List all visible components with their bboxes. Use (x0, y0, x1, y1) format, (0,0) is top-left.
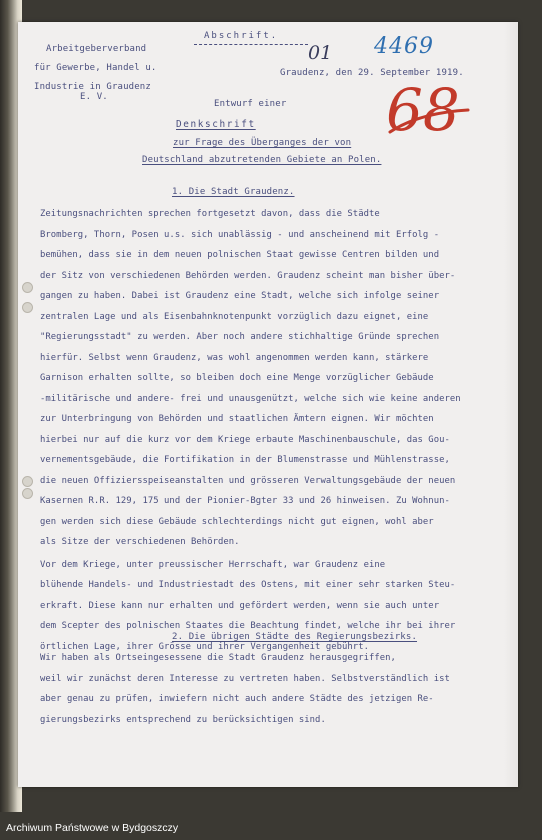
text-line: aber genau zu prüfen, inwiefern nicht auch andere Städte des jetzigen Re- (40, 694, 434, 704)
text-line: blühende Handels- und Industriestadt des Ostens, mit einer sehr starken Steu- (40, 580, 456, 590)
text-line: bemühen, dass sie in dem neuen polnischen Staat gewisse Centren bilden und (40, 250, 440, 260)
document-page (18, 22, 518, 787)
punch-hole (22, 488, 33, 499)
org-name-line: E. V. (80, 92, 108, 102)
org-name-line: für Gewerbe, Handel u. (34, 63, 157, 73)
org-name-line: Industrie in Graudenz (34, 82, 151, 92)
text-line: örtlichen Lage, ihrer Grösse und ihrer Vergangenheit gebührt. (40, 641, 369, 652)
org-name-line: Arbeitgeberverband (46, 44, 147, 54)
text-line: hierbei nur auf die kurz vor dem Kriege erbaute Maschinenbauschule, das Gou- (40, 434, 450, 445)
handwritten-folio-number: 01 (308, 42, 333, 64)
place-date: Graudenz, den 29. September 1919. (280, 68, 464, 78)
text-line: hierfür. Selbst wenn Graudenz, was wohl angenommen werden kann, stärkere (40, 352, 429, 363)
text-line: Zeitungsnachrichten sprechen fortgesetzt davon, dass die Städte (40, 209, 380, 219)
memorandum-title: Denkschrift (176, 119, 256, 130)
section-2-heading: 2. Die übrigen Städte des Regierungsbezirks. (172, 632, 418, 642)
text-line: gen werden sich diese Gebäude schlechterdings nicht gut eignen, wohl aber (40, 516, 434, 527)
copy-stamp-label: Abschrift. (204, 31, 279, 41)
text-line: zentralen Lage und als Eisenbahnknotenpunkt vorzüglich dazu eignet, eine (40, 311, 429, 322)
section-2-body (40, 648, 510, 730)
section-1-heading: 1. Die Stadt Graudenz. (172, 187, 295, 197)
section-1-body (40, 204, 510, 657)
punch-hole (22, 476, 33, 487)
red-pencil-stroke (388, 106, 472, 136)
text-line: der Sitz von verschiedenen Behörden werden. Graudenz scheint man bisher über- (40, 270, 456, 281)
text-line: die neuen Offiziersspeiseanstalten und grösseren Verwaltungsgebäude der neuen (40, 475, 456, 486)
title-draft-line: Entwurf einer (214, 99, 287, 109)
text-line: weil wir zunächst deren Interesse zu vertreten haben. Selbstverständlich ist (40, 673, 450, 684)
text-line: vernementsgebäude, die Fortifikation in der Blumenstrasse und Mühlenstrasse, (40, 455, 450, 465)
punch-hole (22, 302, 33, 313)
handwritten-blue-number: 4469 (374, 34, 434, 59)
handwritten-red-number: 68 (386, 76, 460, 144)
text-line: als Sitze der verschiedenen Behörden. (40, 537, 240, 547)
punch-hole (22, 282, 33, 293)
text-line: dem Scepter des polnischen Staates die Beachtung findet, welche ihr bei ihrer (40, 621, 456, 631)
archive-watermark-label: Archiwum Państwowe w Bydgoszczy (6, 822, 179, 834)
stamp-underline (194, 44, 308, 45)
text-line: -militärische und andere- frei und unausgenützt, welche sich wie keine anderen (40, 393, 461, 404)
text-line: gangen zu haben. Dabei ist Graudenz eine Stadt, welche sich infolge seiner (40, 291, 440, 301)
title-subject-line: Deutschland abzutretenden Gebiete an Polen. (142, 155, 382, 165)
text-line: "Regierungsstadt" zu werden. Aber noch andere stichhaltige Gründe sprechen (40, 332, 440, 342)
text-line: gierungsbezirks entsprechend zu berücksichtigen sind. (40, 714, 326, 725)
text-line: Wir haben als Ortseingesessene die Stadt Graudenz herausgegriffen, (40, 653, 396, 663)
text-line: zur Unterbringung von Behörden und staatlichen Ämtern eignen. Wir möchten (40, 414, 434, 424)
text-line: Bromberg, Thorn, Posen u.s. sich unablässig - und anscheinend mit Erfolg - (40, 229, 440, 240)
text-line: Vor dem Kriege, unter preussischer Herrschaft, war Graudenz eine (40, 559, 386, 570)
text-line: Garnison erhalten sollte, so bleiben doch eine Menge vorzüglicher Gebäude (40, 373, 434, 383)
title-subject-line: zur Frage des Überganges der von (173, 138, 352, 148)
text-line: erkraft. Diese kann nur erhalten und gefördert werden, wenn sie auch unter (40, 600, 440, 611)
text-line: Kasernen R.R. 129, 175 und der Pionier-Bgter 33 und 26 hinweisen. Zu Wohnun- (40, 496, 450, 506)
